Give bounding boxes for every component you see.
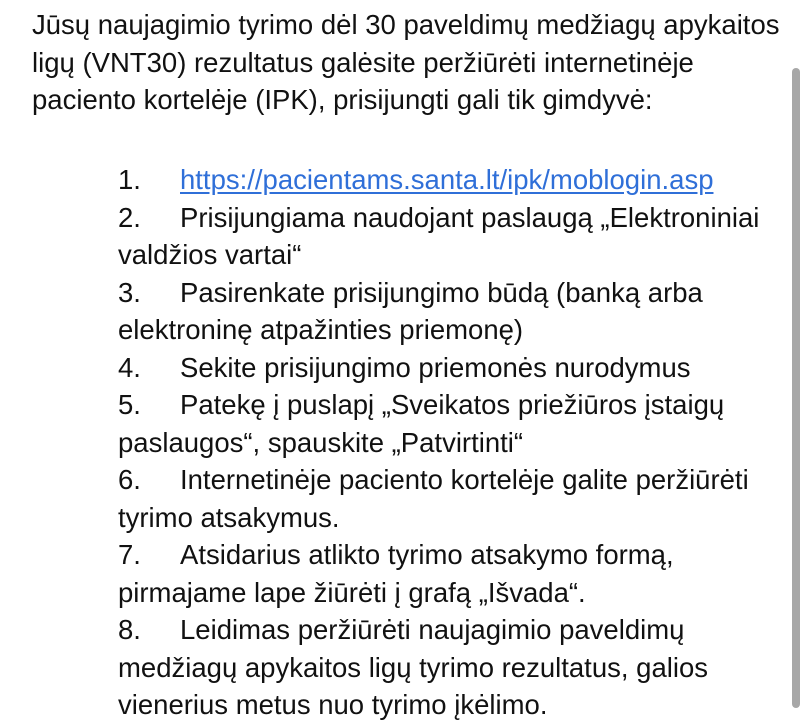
step-number: 4. — [118, 351, 141, 383]
intro-paragraph: Jūsų naujagimio tyrimo dėl 30 paveldimų medžiagų apykaitos ligų (VNT30) rezultatus galėsite peržiūrėti internetinėje paciento kortelėje (IPK), prisijungti gali tik gimdyvė: — [32, 9, 780, 115]
steps-list — [118, 161, 778, 724]
step-number: 8. — [118, 614, 141, 645]
step-text: Pasirenkate prisijungimo būdą (banką arba elektroninę atpažinties priemonę) — [118, 276, 703, 345]
step-8 — [118, 611, 778, 724]
step-6 — [118, 461, 778, 536]
ipk-login-link[interactable]: https://pacientams.santa.lt/ipk/moblogin.asp — [180, 164, 714, 195]
step-number: 6. — [118, 464, 141, 495]
step-5 — [118, 386, 778, 461]
step-7 — [118, 536, 778, 611]
step-text: Patekę į puslapį „Sveikatos priežiūros įstaigų paslaugos“, spauskite „Patvirtinti“ — [118, 389, 725, 458]
step-text: Prisijungiama naudojant paslaugą „Elektroniniai valdžios vartai“ — [118, 201, 760, 270]
step-4 — [118, 349, 778, 387]
step-number: 2. — [118, 201, 141, 233]
step-number: 3. — [118, 276, 141, 308]
step-number: 1. — [118, 164, 141, 195]
step-text: Sekite prisijungimo priemonės nurodymus — [180, 351, 691, 383]
step-number: 5. — [118, 389, 141, 420]
step-text: Leidimas peržiūrėti naujagimio paveldimų medžiagų apykaitos ligų tyrimo rezultatus, galios vienerius metus nuo tyrimo įkėlimo. — [118, 614, 709, 720]
step-text: Atsidarius atlikto tyrimo atsakymo formą, pirmajame lape žiūrėti į grafą „Išvada“. — [118, 539, 674, 608]
step-number: 7. — [118, 539, 141, 570]
step-2 — [118, 199, 778, 274]
step-1 — [118, 161, 778, 199]
vertical-scrollbar[interactable] — [792, 68, 800, 708]
step-text: Internetinėje paciento kortelėje galite peržiūrėti tyrimo atsakymus. — [118, 464, 749, 533]
step-3 — [118, 274, 778, 349]
